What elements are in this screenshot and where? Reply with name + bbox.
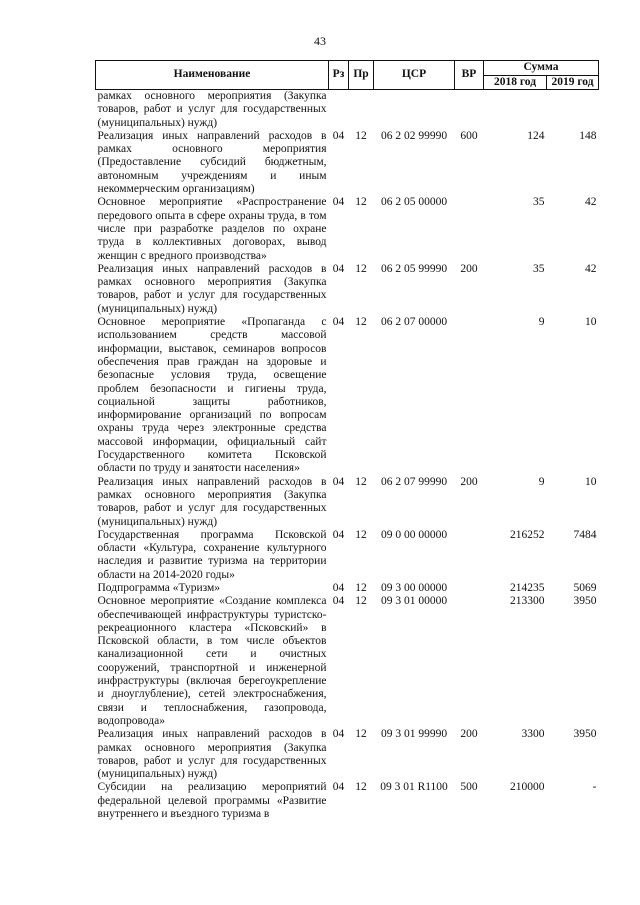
- row-sum-2018: 35: [533, 196, 545, 209]
- row-pr: 12: [355, 728, 367, 741]
- row-csr: 06 2 07 99990: [380, 475, 448, 488]
- row-name: Государственная программа Псковской области «Культура, сохранение культурного наследия и развитие туризма на территории области на 2014-2020 годы»: [97, 528, 327, 581]
- row-sum-2018: 216252: [510, 528, 545, 541]
- row-csr: 06 2 02 99990: [380, 129, 448, 142]
- row-name: Субсидии на реализацию мероприятий федеральной целевой программы «Развитие внутреннего и въездного туризма в: [97, 781, 327, 821]
- row-sum-2019: -: [592, 781, 597, 794]
- row-csr: 09 0 00 00000: [380, 528, 448, 541]
- row-sum-2019: 7484: [573, 528, 597, 541]
- row-csr: 06 2 05 99990: [380, 262, 448, 275]
- row-sum-2019: 42: [585, 196, 597, 209]
- budget-table: [95, 60, 599, 821]
- header-rz: Рз: [329, 61, 349, 90]
- row-sum-2018: 214235: [510, 581, 545, 594]
- header-sum: Сумма: [484, 61, 599, 76]
- row-name: Реализация иных направлений расходов в рамках основного мероприятия (Закупка товаров, работ и услуг для государственных (муниципальных) нужд): [97, 262, 327, 315]
- header-vr: ВР: [455, 61, 484, 90]
- table-row: [96, 582, 599, 595]
- row-pr: 12: [355, 316, 367, 329]
- row-sum-2019: 148: [579, 129, 597, 142]
- header-csr: ЦСР: [374, 61, 455, 90]
- row-sum-2019: 3950: [573, 595, 597, 608]
- table-row: [96, 595, 599, 728]
- row-rz: 04: [332, 781, 345, 794]
- row-rz: [329, 90, 349, 130]
- table-row: [96, 90, 599, 130]
- row-sum-2019: 5069: [573, 581, 597, 594]
- row-vr: [455, 595, 484, 728]
- row-sum-2019: 10: [585, 475, 597, 488]
- row-vr: 200: [460, 728, 478, 741]
- row-rz: 04: [332, 262, 345, 275]
- row-vr: 200: [460, 475, 478, 488]
- row-name: Реализация иных направлений расходов в рамках основного мероприятия (Закупка товаров, работ и услуг для государственных (муниципальных) нужд): [97, 728, 327, 781]
- header-year-2019: 2019 год: [547, 75, 599, 90]
- row-vr: [455, 90, 484, 130]
- row-name: Основное мероприятие «Распространение передового опыта в сфере охраны труда, в том числе при разработке разделов по охране труда в коллективных договорах, вывод женщин с вредного производства»: [97, 196, 327, 262]
- row-sum-2018: 124: [527, 129, 545, 142]
- row-sum-2018: 3300: [521, 728, 545, 741]
- row-sum-2019: 10: [585, 316, 597, 329]
- table-row: [96, 263, 599, 316]
- page-number: 43: [314, 34, 326, 48]
- row-sum-2018: 9: [538, 316, 545, 329]
- row-sum-2018: [484, 90, 547, 130]
- row-rz: 04: [332, 581, 345, 594]
- row-name: Подпрограмма «Туризм»: [97, 581, 221, 594]
- row-vr: [455, 529, 484, 582]
- row-csr: [374, 90, 455, 130]
- row-sum-2019: 3950: [573, 728, 597, 741]
- row-csr: 09 3 00 00000: [380, 581, 448, 594]
- table-row: [96, 781, 599, 821]
- row-pr: 12: [355, 781, 367, 794]
- row-csr: 06 2 07 00000: [380, 316, 448, 329]
- row-rz: 04: [332, 528, 345, 541]
- table-row: [96, 196, 599, 262]
- row-name: Реализация иных направлений расходов в рамках основного мероприятия (Предоставление субсидий бюджетным, автономным учреждениям и иным некоммерческим организациям): [97, 129, 327, 196]
- row-pr: 12: [355, 581, 367, 594]
- row-vr: 500: [460, 781, 478, 794]
- row-name: Реализация иных направлений расходов в рамках основного мероприятия (Закупка товаров, работ и услуг для государственных (муниципальных) нужд): [97, 475, 327, 528]
- row-sum-2018: 35: [533, 262, 545, 275]
- header-name: Наименование: [96, 61, 329, 90]
- row-csr: 06 2 05 00000: [380, 196, 448, 209]
- row-sum-2018: 210000: [510, 781, 545, 794]
- row-sum-2019: [547, 90, 599, 130]
- row-sum-2018: 213300: [510, 595, 545, 608]
- table-row: [96, 529, 599, 582]
- row-pr: 12: [355, 595, 367, 608]
- row-pr: 12: [355, 475, 367, 488]
- row-vr: 200: [460, 262, 478, 275]
- row-pr: 12: [355, 262, 367, 275]
- row-name: Основное мероприятие «Создание комплекса обеспечивающей инфраструктуры туристско-рекреационного кластера «Псковский» в Псковской области, в том числе объектов канализационной сети и очистных сооружений, транспортной и инженерной инфраструктуры (включая берегоукрепление и дноуглубление), сетей электроснабжения, связи и теплоснабжения, газопровода, водопровода»: [97, 595, 327, 727]
- row-rz: 04: [332, 595, 345, 608]
- table-row: [96, 728, 599, 781]
- row-pr: 12: [355, 129, 367, 142]
- row-vr: [455, 196, 484, 262]
- row-pr: [349, 90, 374, 130]
- row-csr: 09 3 01 00000: [380, 595, 448, 608]
- table-body: [96, 90, 599, 822]
- header-pr: Пр: [349, 61, 374, 90]
- header-year-2018: 2018 год: [484, 75, 547, 90]
- row-rz: 04: [332, 475, 345, 488]
- row-rz: 04: [332, 129, 345, 142]
- table-row: [96, 130, 599, 196]
- row-csr: 09 3 01 99990: [380, 728, 448, 741]
- row-name: Основное мероприятие «Пропаганда с использованием средств массовой информации, выставок, семинаров вопросов обеспечения прав граждан на здоровые и безопасные условия труда, освещение проблем безопасности и гигиены труда, социальной защиты работников, информирование организаций по вопросам охраны труда через электронные средства массовой информации, официальный сайт Государственного комитета Псковской области по труду и занятости населения»: [97, 316, 327, 475]
- row-vr: [455, 582, 484, 595]
- row-pr: 12: [355, 196, 367, 209]
- row-sum-2019: 42: [585, 262, 597, 275]
- row-vr: [455, 316, 484, 476]
- row-rz: 04: [332, 196, 345, 209]
- table-row: [96, 316, 599, 476]
- table-row: [96, 476, 599, 529]
- row-pr: 12: [355, 528, 367, 541]
- row-vr: 600: [460, 129, 478, 142]
- row-sum-2018: 9: [538, 475, 545, 488]
- row-rz: 04: [332, 728, 345, 741]
- table-header: [96, 61, 599, 90]
- row-rz: 04: [332, 316, 345, 329]
- row-csr: 09 3 01 R1100: [380, 781, 448, 794]
- row-name: рамках основного мероприятия (Закупка товаров, работ и услуг для государственных (муниципальных) нужд): [97, 90, 327, 129]
